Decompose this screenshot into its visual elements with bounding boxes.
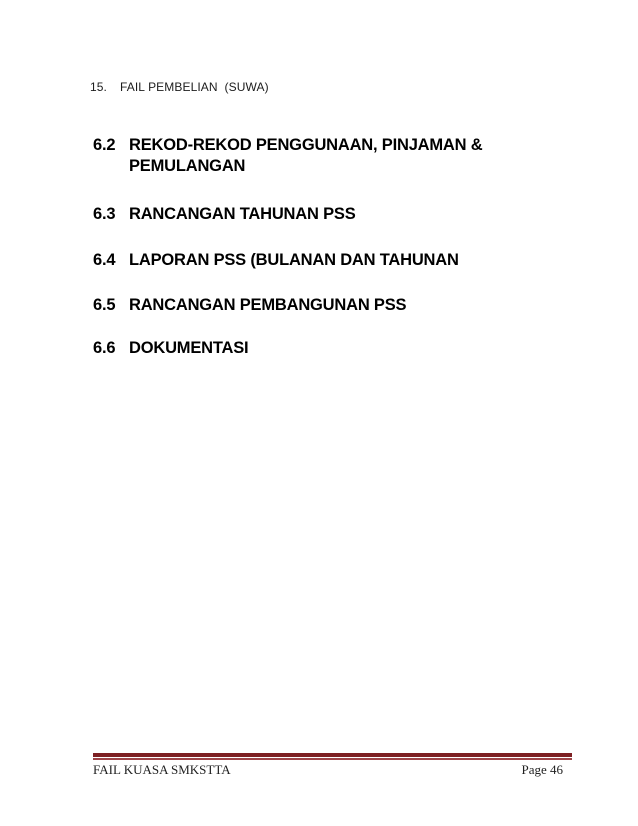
section-title: RANCANGAN TAHUNAN PSS bbox=[129, 205, 356, 223]
page-footer bbox=[93, 761, 563, 778]
section-title: RANCANGAN PEMBANGUNAN PSS bbox=[129, 296, 407, 314]
section-number: 6.2 bbox=[93, 136, 116, 154]
footer-document-title: FAIL KUASA SMKSTTA bbox=[93, 762, 231, 777]
footer-rule bbox=[93, 753, 572, 760]
section-number: 6.3 bbox=[93, 205, 116, 223]
footer-page-number: Page 46 bbox=[521, 762, 563, 777]
section-heading bbox=[93, 295, 406, 316]
section-heading bbox=[93, 250, 459, 271]
list-item-label: FAIL PEMBELIAN (SUWA) bbox=[120, 80, 269, 94]
section-number: 6.6 bbox=[93, 339, 116, 357]
section-number: 6.4 bbox=[93, 251, 116, 269]
section-title: LAPORAN PSS (BULANAN DAN TAHUNAN bbox=[129, 251, 459, 269]
list-item-number: 15. bbox=[90, 80, 107, 94]
section-title: REKOD-REKOD PENGGUNAAN, PINJAMAN & PEMULANGAN bbox=[129, 136, 483, 175]
section-heading bbox=[93, 338, 248, 359]
list-item-15 bbox=[90, 79, 269, 95]
section-title: DOKUMENTASI bbox=[129, 339, 249, 357]
section-heading bbox=[93, 204, 356, 225]
section-heading bbox=[93, 135, 501, 177]
section-number: 6.5 bbox=[93, 296, 116, 314]
